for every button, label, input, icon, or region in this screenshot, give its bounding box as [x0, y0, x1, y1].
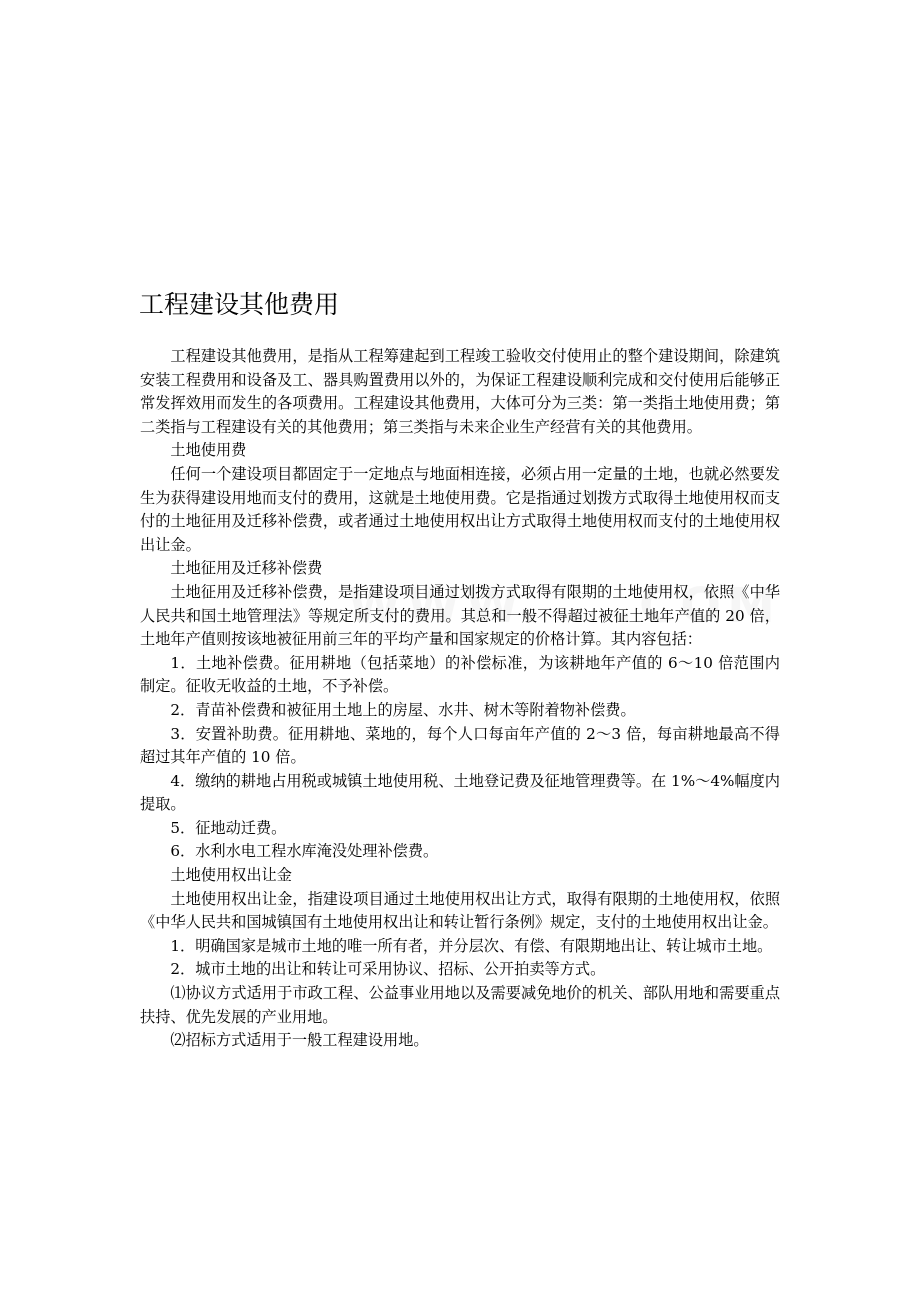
intro-paragraph: 工程建设其他费用，是指从工程筹建起到工程竣工验收交付使用止的整个建设期间，除建筑安装工程费用和设备及工、器具购置费用以外的，为保证工程建设顺利完成和交付使用后能够正常发挥效用而发生的各项费用。工程建设其他费用，大体可分为三类：第一类指土地使用费；第二类指与工程建设有关的其他费用；第三类指与未来企业生产经营有关的其他费用。: [140, 347, 780, 436]
list-item: 1．明确国家是城市土地的唯一所有者，并分层次、有偿、有限期地出让、转让城市土地。: [170, 936, 773, 955]
list-item: 2．青苗补偿费和被征用土地上的房屋、水井、树木等附着物补偿费。: [170, 700, 636, 719]
list-item: 5．征地动迁费。: [170, 818, 287, 837]
section-heading-transfer-fee: 土地使用权出让金: [170, 866, 292, 885]
transfer-fee-paragraph: 土地使用权出让金，指建设项目通过土地使用权出让方式，取得有限期的土地使用权，依照《中华人民共和国城镇国有土地使用权出让和转让暂行条例》规定，支付的土地使用权出让金。: [140, 889, 780, 932]
list-item: 2．城市土地的出让和转让可采用协议、招标、公开拍卖等方式。: [170, 960, 606, 979]
list-item: 3．安置补助费。征用耕地、菜地的，每个人口每亩年产值的 2～3 倍，每亩耕地最高不得超过其年产值的 10 倍。: [140, 724, 780, 767]
section-heading-land-use-fee: 土地使用费: [170, 441, 247, 460]
land-use-fee-paragraph: 任何一个建设项目都固定于一定地点与地面相连接，必须占用一定量的土地，也就必然要发生为获得建设用地而支付的费用，这就是土地使用费。它是指通过划拨方式取得土地使用权而支付的土地征用及迁移补偿费，或者通过土地使用权出让方式取得土地使用权而支付的土地使用权出让金。: [140, 464, 780, 554]
land-acquisition-paragraph: 土地征用及迁移补偿费，是指建设项目通过划拨方式取得有限期的土地使用权，依照《中华人民共和国土地管理法》等规定所支付的费用。其总和一般不得超过被征土地年产值的 20 倍，土地年产值则按该地被征用前三年的平均产量和国家规定的价格计算。其内容包括：: [140, 582, 780, 649]
list-item: ⑴协议方式适用于市政工程、公益事业用地以及需要减免地价的机关、部队用地和需要重点扶持、优先发展的产业用地。: [140, 984, 780, 1026]
list-item: 1．土地补偿费。征用耕地（包括菜地）的补偿标准，为该耕地年产值的 6～10 倍范围内制定。征收无收益的土地，不予补偿。: [140, 653, 780, 696]
section-heading-land-acquisition: 土地征用及迁移补偿费: [170, 559, 323, 578]
list-item: 6．水利水电工程水库淹没处理补偿费。: [170, 842, 439, 861]
document-body: [140, 345, 780, 1053]
list-item: 4．缴纳的耕地占用税或城镇土地使用税、土地登记费及征地管理费等。在 1%～4%幅度内提取。: [140, 771, 780, 814]
page-title: 工程建设其他费用: [139, 290, 340, 319]
list-item: ⑵招标方式适用于一般工程建设用地。: [170, 1031, 429, 1050]
